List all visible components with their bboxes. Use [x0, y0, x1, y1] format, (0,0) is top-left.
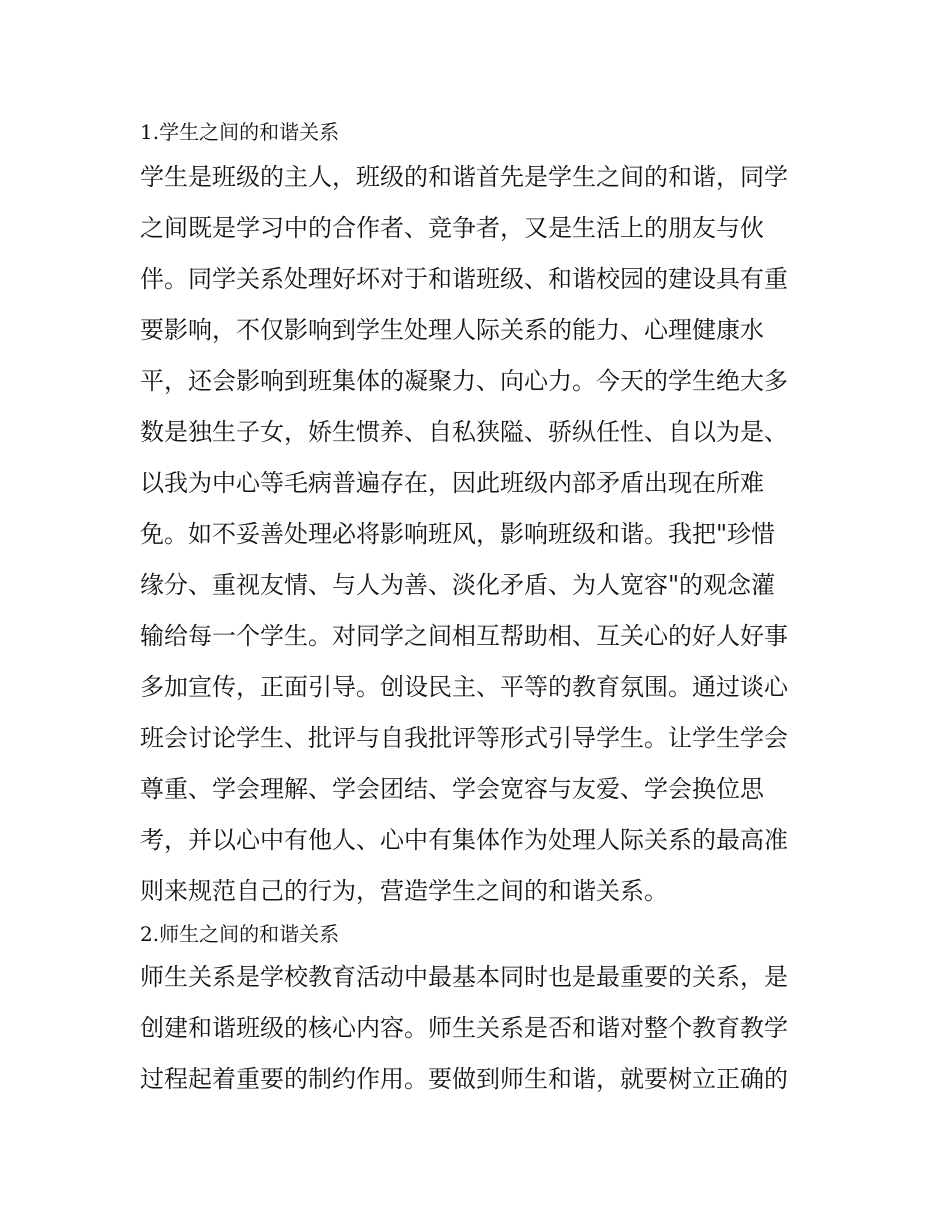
section-1-line: 输给每一个学生。对同学之间相互帮助相、互关心的好人好事 — [140, 622, 788, 650]
document-body — [140, 112, 820, 1105]
section-1-line: 伴。同学关系处理好坏对于和谐班级、和谐校园的建设具有重 — [140, 265, 788, 293]
section-1-line: 多加宣传，正面引导。创设民主、平等的教育氛围。通过谈心 — [140, 673, 788, 701]
section-2-line: 创建和谐班级的核心内容。师生关系是否和谐对整个教育教学 — [140, 1014, 788, 1042]
section-1-line: 要影响，不仅影响到学生处理人际关系的能力、心理健康水 — [140, 316, 764, 344]
section-2-line: 师生关系是学校教育活动中最基本同时也是最重要的关系，是 — [140, 963, 788, 991]
section-2-heading: 2.师生之间的和谐关系 — [140, 922, 340, 946]
section-1-line: 之间既是学习中的合作者、竞争者，又是生活上的朋友与伙 — [140, 214, 764, 242]
section-1-line: 平，还会影响到班集体的凝聚力、向心力。今天的学生绝大多 — [140, 367, 788, 395]
section-1-line: 免。如不妥善处理必将影响班风，影响班级和谐。我把"珍惜 — [140, 520, 776, 548]
section-1-heading: 1.学生之间的和谐关系 — [140, 120, 340, 144]
section-1-line: 数是独生子女，娇生惯养、自私狭隘、骄纵任性、自以为是、 — [140, 418, 788, 446]
section-1-line: 缘分、重视友情、与人为善、淡化矛盾、为人宽容"的观念灌 — [140, 571, 776, 599]
section-2-line: 过程起着重要的制约作用。要做到师生和谐，就要树立正确的 — [140, 1065, 788, 1093]
section-1-line: 考，并以心中有他人、心中有集体作为处理人际关系的最高准 — [140, 826, 788, 854]
section-1-line: 班会讨论学生、批评与自我批评等形式引导学生。让学生学会 — [140, 724, 788, 752]
section-1-line: 以我为中心等毛病普遍存在，因此班级内部矛盾出现在所难 — [140, 469, 764, 497]
section-1-line: 尊重、学会理解、学会团结、学会宽容与友爱、学会换位思 — [140, 775, 764, 803]
section-1-line: 学生是班级的主人，班级的和谐首先是学生之间的和谐，同学 — [140, 163, 788, 191]
section-1-line: 则来规范自己的行为，营造学生之间的和谐关系。 — [140, 877, 668, 905]
